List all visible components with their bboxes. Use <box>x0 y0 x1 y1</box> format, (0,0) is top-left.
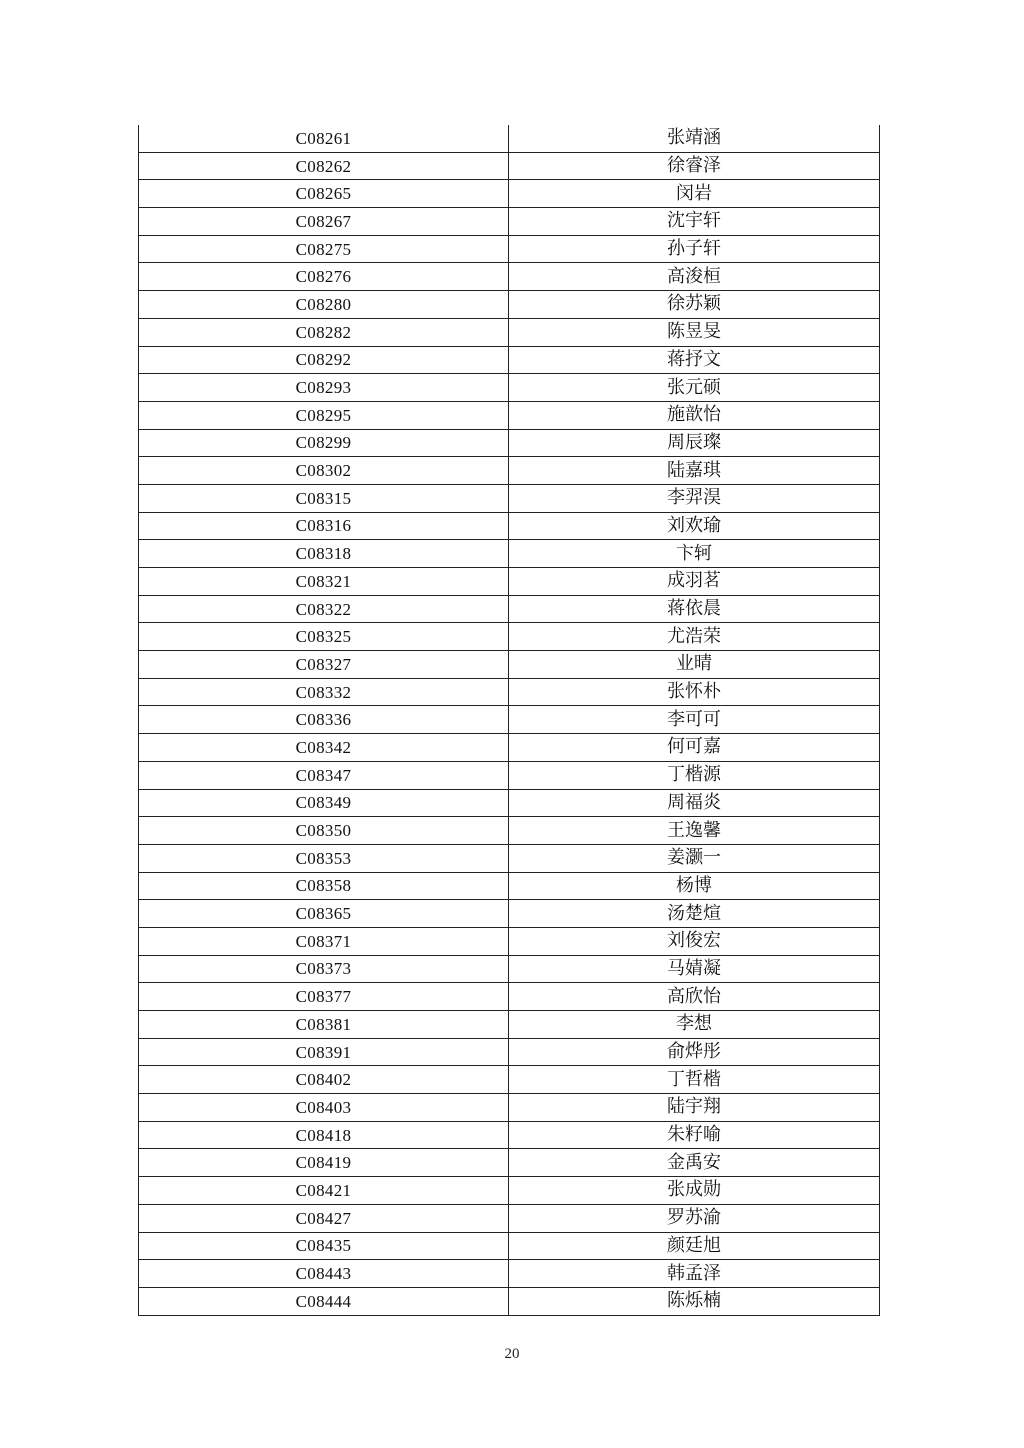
student-name-cell: 刘欢瑜 <box>509 512 880 540</box>
student-name-cell: 周福炎 <box>509 789 880 817</box>
table-row <box>139 1011 880 1039</box>
student-name-cell: 李羿淏 <box>509 484 880 512</box>
student-name-cell: 汤楚煊 <box>509 900 880 928</box>
table-row <box>139 1121 880 1149</box>
table-row <box>139 651 880 679</box>
table-row <box>139 346 880 374</box>
student-name-cell: 韩孟泽 <box>509 1260 880 1288</box>
table-row <box>139 152 880 180</box>
student-name-cell: 沈宇轩 <box>509 208 880 236</box>
student-id-cell: C08316 <box>139 512 509 540</box>
table-row <box>139 595 880 623</box>
table-row <box>139 983 880 1011</box>
student-name-cell: 陆嘉琪 <box>509 457 880 485</box>
student-id-cell: C08444 <box>139 1287 509 1315</box>
student-id-cell: C08293 <box>139 374 509 402</box>
student-id-cell: C08282 <box>139 318 509 346</box>
table-row <box>139 789 880 817</box>
student-name-cell: 陈昱旻 <box>509 318 880 346</box>
student-name-cell: 高欣怡 <box>509 983 880 1011</box>
student-name-cell: 丁楷源 <box>509 761 880 789</box>
table-row <box>139 734 880 762</box>
student-id-cell: C08421 <box>139 1177 509 1205</box>
student-name-cell: 徐苏颖 <box>509 291 880 319</box>
student-name-cell: 马婧凝 <box>509 955 880 983</box>
student-id-cell: C08315 <box>139 484 509 512</box>
table-row <box>139 540 880 568</box>
table-row <box>139 1149 880 1177</box>
student-name-cell: 周辰璨 <box>509 429 880 457</box>
student-id-cell: C08292 <box>139 346 509 374</box>
student-name-cell: 姜灏一 <box>509 844 880 872</box>
table-row <box>139 623 880 651</box>
student-id-cell: C08373 <box>139 955 509 983</box>
table-row <box>139 484 880 512</box>
student-name-cell: 李想 <box>509 1011 880 1039</box>
student-name-cell: 成羽茗 <box>509 568 880 596</box>
student-id-cell: C08327 <box>139 651 509 679</box>
student-id-cell: C08391 <box>139 1038 509 1066</box>
table-row <box>139 512 880 540</box>
student-name-cell: 张元硕 <box>509 374 880 402</box>
student-id-cell: C08419 <box>139 1149 509 1177</box>
student-name-cell: 刘俊宏 <box>509 927 880 955</box>
student-id-cell: C08443 <box>139 1260 509 1288</box>
student-id-cell: C08427 <box>139 1204 509 1232</box>
student-id-cell: C08435 <box>139 1232 509 1260</box>
student-name-cell: 张怀朴 <box>509 678 880 706</box>
student-name-cell: 卞轲 <box>509 540 880 568</box>
table-row <box>139 457 880 485</box>
table-row <box>139 235 880 263</box>
student-name-cell: 颜廷旭 <box>509 1232 880 1260</box>
student-id-cell: C08325 <box>139 623 509 651</box>
student-id-cell: C08353 <box>139 844 509 872</box>
table-row <box>139 900 880 928</box>
table-row <box>139 927 880 955</box>
table-row <box>139 1287 880 1315</box>
table-row <box>139 1066 880 1094</box>
student-name-cell: 王逸馨 <box>509 817 880 845</box>
table-row <box>139 678 880 706</box>
student-id-cell: C08267 <box>139 208 509 236</box>
student-id-cell: C08321 <box>139 568 509 596</box>
student-id-cell: C08276 <box>139 263 509 291</box>
student-id-cell: C08358 <box>139 872 509 900</box>
student-name-cell: 朱籽喻 <box>509 1121 880 1149</box>
student-name-cell: 张成勋 <box>509 1177 880 1205</box>
student-name-cell: 杨博 <box>509 872 880 900</box>
student-id-cell: C08295 <box>139 401 509 429</box>
student-name-cell: 丁哲楷 <box>509 1066 880 1094</box>
student-name-cell: 陈烁楠 <box>509 1287 880 1315</box>
table-row <box>139 208 880 236</box>
table-row <box>139 1177 880 1205</box>
student-id-cell: C08261 <box>139 125 509 152</box>
student-id-cell: C08265 <box>139 180 509 208</box>
student-id-cell: C08349 <box>139 789 509 817</box>
table-row <box>139 374 880 402</box>
student-id-cell: C08302 <box>139 457 509 485</box>
student-name-cell: 张靖涵 <box>509 125 880 152</box>
table-row <box>139 180 880 208</box>
table-row <box>139 1260 880 1288</box>
student-name-cell: 蒋抒文 <box>509 346 880 374</box>
table-row <box>139 844 880 872</box>
student-id-cell: C08322 <box>139 595 509 623</box>
student-id-cell: C08347 <box>139 761 509 789</box>
student-name-cell: 尤浩荣 <box>509 623 880 651</box>
page-number: 20 <box>504 1346 520 1362</box>
student-id-cell: C08403 <box>139 1094 509 1122</box>
table-row <box>139 1094 880 1122</box>
student-name-cell: 陆宇翔 <box>509 1094 880 1122</box>
table-row <box>139 817 880 845</box>
table-row <box>139 706 880 734</box>
student-id-cell: C08365 <box>139 900 509 928</box>
table-row <box>139 761 880 789</box>
student-name-cell: 李可可 <box>509 706 880 734</box>
table-row <box>139 1232 880 1260</box>
student-name-cell: 徐睿泽 <box>509 152 880 180</box>
student-id-cell: C08371 <box>139 927 509 955</box>
table-row <box>139 291 880 319</box>
student-name-cell: 闵岩 <box>509 180 880 208</box>
student-name-cell: 施歆怡 <box>509 401 880 429</box>
student-id-cell: C08377 <box>139 983 509 1011</box>
student-id-cell: C08402 <box>139 1066 509 1094</box>
student-name-cell: 高浚桓 <box>509 263 880 291</box>
student-list-table <box>138 125 880 1316</box>
table-row <box>139 429 880 457</box>
student-id-cell: C08342 <box>139 734 509 762</box>
student-name-cell: 蒋依晨 <box>509 595 880 623</box>
student-id-cell: C08275 <box>139 235 509 263</box>
student-name-cell: 何可嘉 <box>509 734 880 762</box>
table-row <box>139 318 880 346</box>
student-id-cell: C08350 <box>139 817 509 845</box>
student-id-cell: C08262 <box>139 152 509 180</box>
student-name-cell: 罗苏渝 <box>509 1204 880 1232</box>
student-id-cell: C08280 <box>139 291 509 319</box>
table-row <box>139 872 880 900</box>
table-body <box>139 125 880 1315</box>
table-row <box>139 401 880 429</box>
table-row <box>139 568 880 596</box>
student-id-cell: C08381 <box>139 1011 509 1039</box>
table-row <box>139 1204 880 1232</box>
student-name-cell: 金禹安 <box>509 1149 880 1177</box>
student-id-cell: C08299 <box>139 429 509 457</box>
student-id-cell: C08418 <box>139 1121 509 1149</box>
table-row <box>139 955 880 983</box>
student-id-cell: C08336 <box>139 706 509 734</box>
student-name-cell: 孙子轩 <box>509 235 880 263</box>
table-row <box>139 263 880 291</box>
student-name-cell: 俞烨彤 <box>509 1038 880 1066</box>
student-name-cell: 业晴 <box>509 651 880 679</box>
table-row <box>139 125 880 152</box>
student-id-cell: C08318 <box>139 540 509 568</box>
student-id-cell: C08332 <box>139 678 509 706</box>
table-row <box>139 1038 880 1066</box>
